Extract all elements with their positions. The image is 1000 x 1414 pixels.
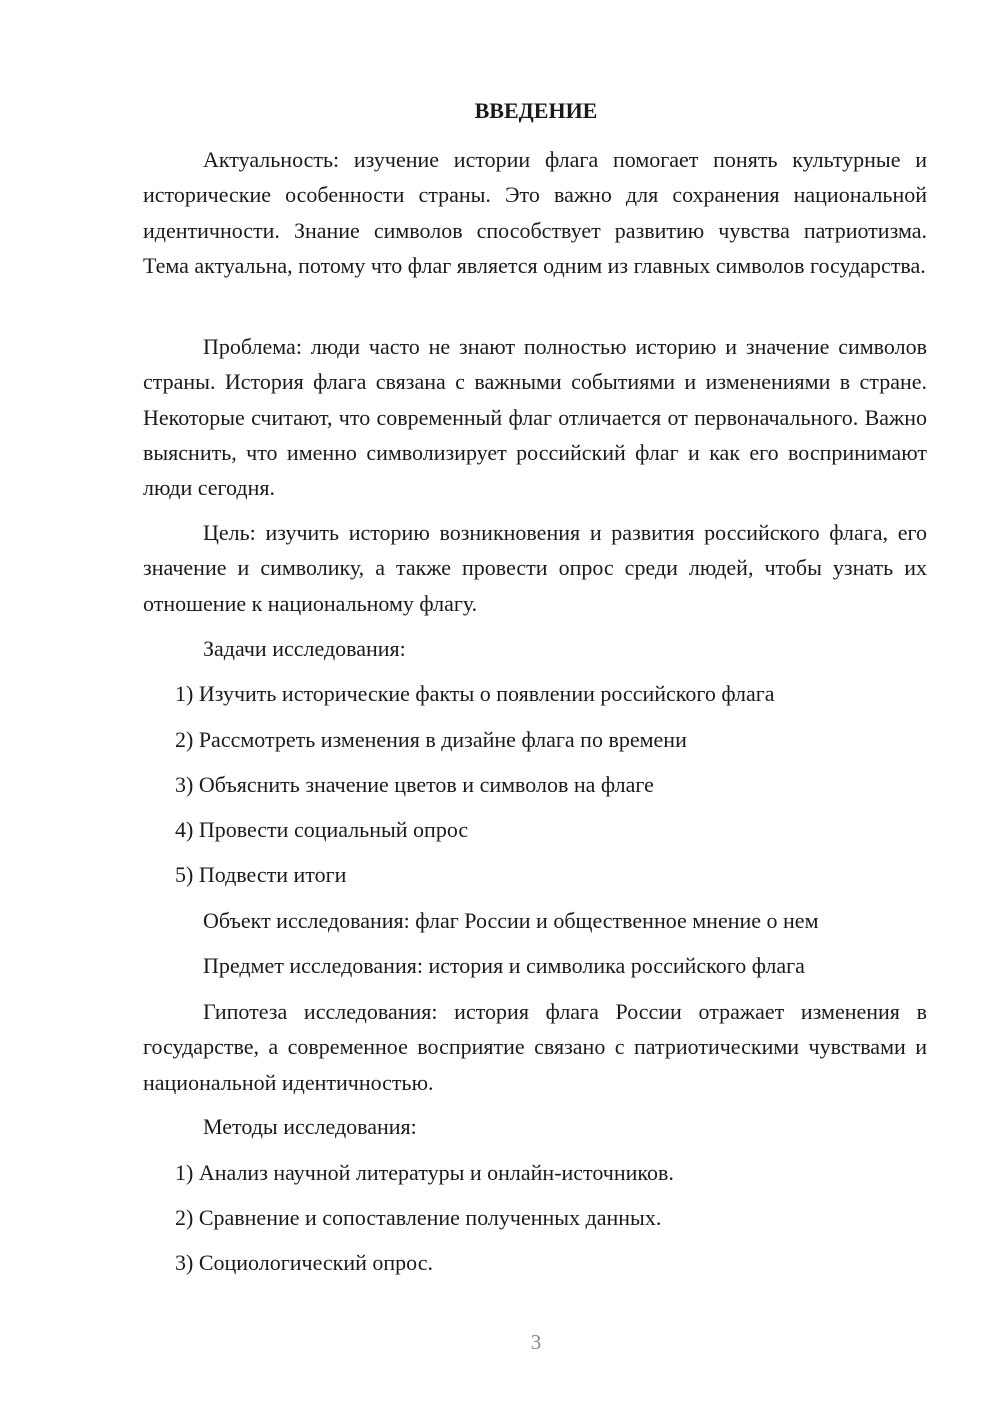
method-item-2: 2) Сравнение и сопоставление полученных данных. — [175, 1205, 662, 1230]
methods-heading: Методы исследования: — [203, 1114, 417, 1139]
task-item-4: 4) Провести социальный опрос — [175, 817, 469, 842]
tasks-heading: Задачи исследования: — [203, 636, 406, 661]
hypothesis-paragraph: Гипотеза исследования: история флага России отражает изменения в государстве, а современное восприятие связано с патриотическими чувствами и национальной идентичностью. — [143, 999, 927, 1095]
relevance-paragraph: Актуальность: изучение истории флага помогает понять культурные и исторические особенности страны. Это важно для сохранения национальной идентичности. Знание символов способствует развитию чувства патриотизма. Тема актуальна, потому что флаг является одним из главных символов государства. — [143, 147, 927, 278]
task-item-2: 2) Рассмотреть изменения в дизайне флага по времени — [175, 727, 687, 752]
task-item-1: 1) Изучить исторические факты о появлении российского флага — [175, 681, 775, 706]
task-item-3: 3) Объяснить значение цветов и символов на флаге — [175, 772, 654, 797]
problem-paragraph: Проблема: люди часто не знают полностью историю и значение символов страны. История флага связана с важными событиями и изменениями в стране. Некоторые считают, что современный флаг отличается от первоначального. Важно выяснить, что именно символизирует российский флаг и как его воспринимают люди сегодня. — [143, 334, 927, 501]
method-item-1: 1) Анализ научной литературы и онлайн-источников. — [175, 1160, 674, 1185]
subject-line: Предмет исследования: история и символика российского флага — [203, 953, 805, 978]
task-item-5: 5) Подвести итоги — [175, 862, 347, 887]
goal-paragraph: Цель: изучить историю возникновения и развития российского флага, его значение и символику, а также провести опрос среди людей, чтобы узнать их отношение к национальному флагу. — [143, 520, 927, 616]
object-line: Объект исследования: флаг России и общественное мнение о нем — [203, 908, 819, 933]
method-item-3: 3) Социологический опрос. — [175, 1250, 433, 1275]
page-number: 3 — [530, 1330, 542, 1354]
section-title: ВВЕДЕНИЕ — [474, 98, 598, 123]
